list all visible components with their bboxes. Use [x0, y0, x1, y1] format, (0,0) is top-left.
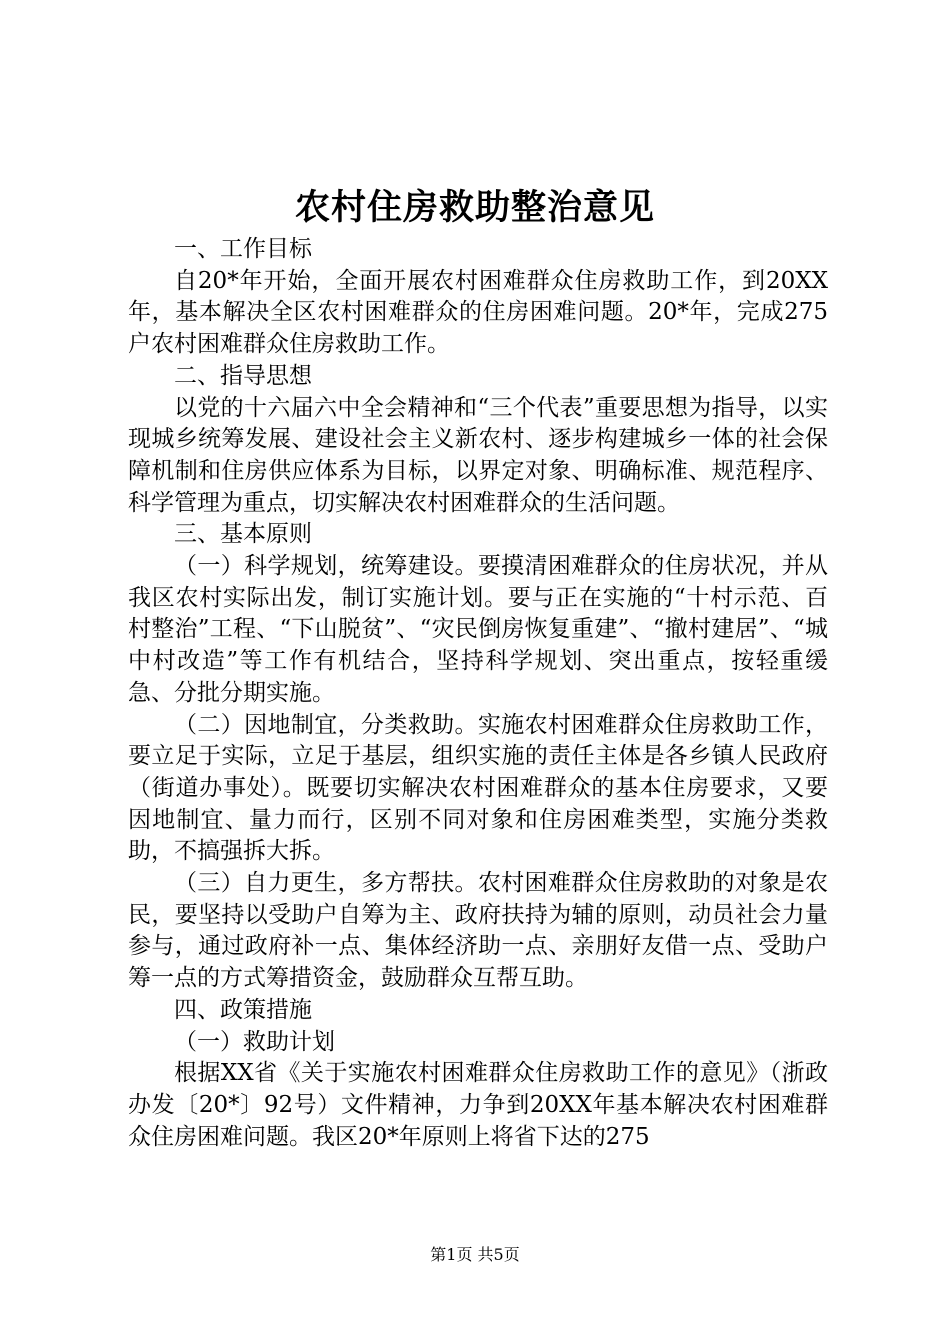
page-number-footer: 第1页 共5页: [430, 1245, 520, 1264]
paragraph-principle-2: （二）因地制宜，分类救助。实施农村困难群众住房救助工作，要立足于实际，立足于基层，组织实施的责任主体是各乡镇人民政府（街道办事处）。既要切实解决农村困难群众的基本住房要求，又要因地制宜、量力而行，区别不同对象和住房困难类型，实施分类救助，不搞强拆大拆。: [128, 711, 828, 865]
subheading-relief-plan: （一）救助计划: [174, 1028, 335, 1055]
section-heading-goals: 一、工作目标: [174, 236, 312, 262]
paragraph-guiding-thought: 以党的十六届六中全会精神和“三个代表”重要思想为指导，以实现城乡统筹发展、建设社会主义新农村、逐步构建城乡一体的社会保障机制和住房供应体系为目标，以界定对象、明确标准、规范程序、科学管理为重点，切实解决农村困难群众的生活问题。: [128, 394, 828, 516]
paragraph-principle-1: （一）科学规划，统筹建设。要摸清困难群众的住房状况，并从我区农村实际出发，制订实施计划。要与正在实施的“十村示范、百村整治”工程、“下山脱贫”、“灾民倒房恢复重建”、“撤村建居”、“城中村改造”等工作有机结合，坚持科学规划、突出重点，按轻重缓急、分批分期实施。: [128, 553, 828, 706]
section-heading-measures: 四、政策措施: [174, 996, 312, 1023]
document-title: 农村住房救助整治意见: [294, 187, 655, 228]
section-heading-principles: 三、基本原则: [174, 521, 312, 548]
paragraph-relief-plan: 根据XX省《关于实施农村困难群众住房救助工作的意见》（浙政办发〔20*〕92号）文件精神，力争到20XX年基本解决农村困难群众住房困难问题。我区20*年原则上将省下达的275: [128, 1060, 828, 1150]
section-heading-guiding-thought: 二、指导思想: [174, 362, 312, 389]
document-body: [128, 234, 828, 1153]
paragraph-principle-3: （三）自力更生，多方帮扶。农村困难群众住房救助的对象是农民，要坚持以受助户自筹为主、政府扶持为辅的原则，动员社会力量参与，通过政府补一点、集体经济助一点、亲朋好友借一点、受助户筹一点的方式筹措资金，鼓励群众互帮互助。: [128, 870, 828, 992]
paragraph-goals: 自20*年开始，全面开展农村困难群众住房救助工作，到20XX年，基本解决全区农村困难群众的住房困难问题。20*年，完成275户农村困难群众住房救助工作。: [128, 267, 828, 358]
